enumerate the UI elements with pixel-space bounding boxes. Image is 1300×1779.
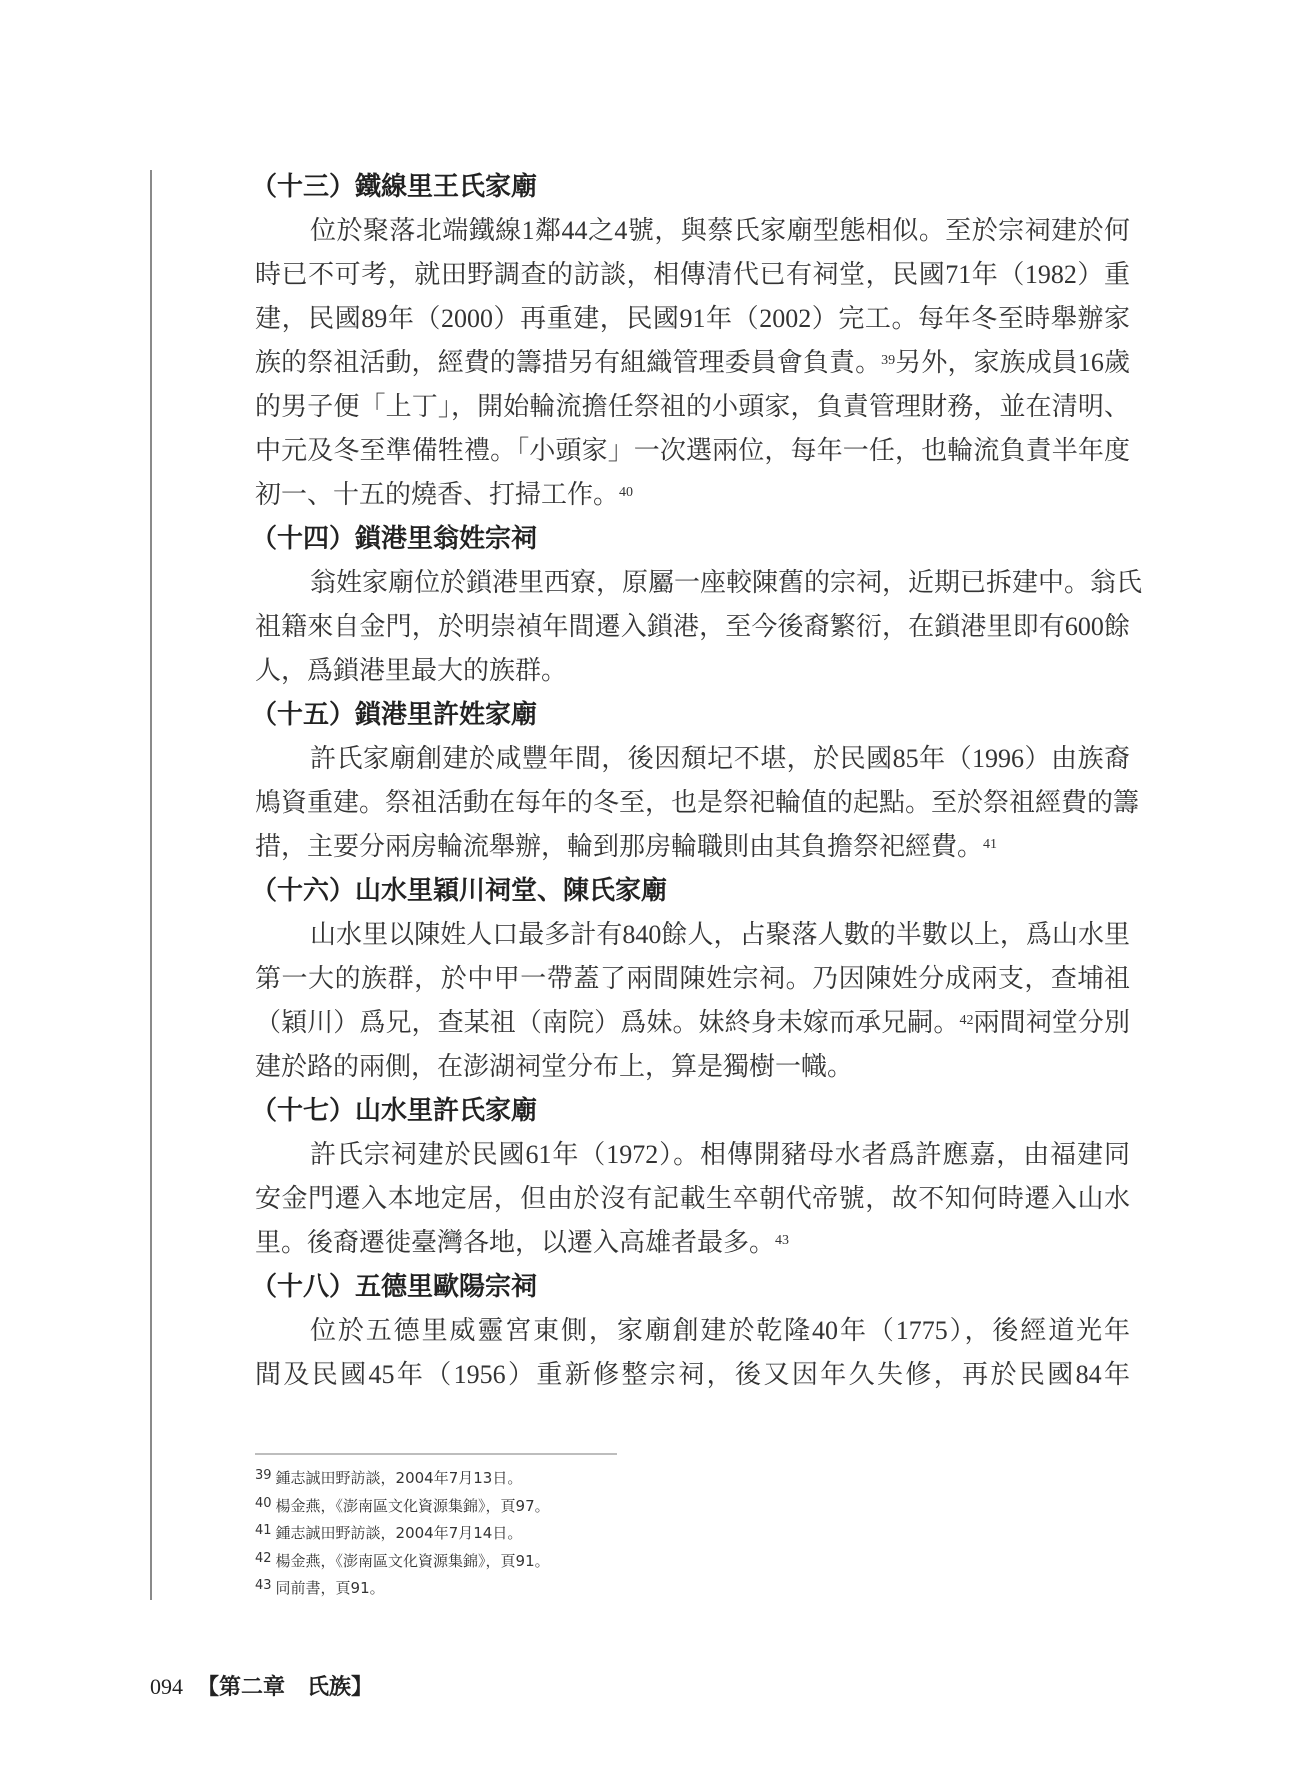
- text-line: [255, 649, 1130, 693]
- text-line: [255, 297, 1130, 341]
- margin-rule: [150, 170, 152, 1600]
- text-line: [255, 1177, 1130, 1221]
- footnote-ref: 41: [983, 837, 998, 852]
- text-run: 祖籍來自金門，於明崇禎年間遷入鎖港，至今後裔繁衍，在鎖港里即有600餘: [255, 612, 1130, 641]
- section-heading: （十五）鎖港里許姓家廟: [251, 700, 538, 729]
- text-run: 措，主要分兩房輪流舉辦，輪到那房輪職則由其負擔祭祀經費。: [255, 832, 984, 861]
- text-run: 兩間祠堂分別: [973, 1008, 1130, 1037]
- text-run: 初一、十五的燒香、打掃工作。: [255, 480, 620, 509]
- text-line: [255, 1045, 1130, 1089]
- text-line: [255, 561, 1143, 605]
- page-number: 094: [150, 1674, 183, 1699]
- page-footer: [150, 1670, 373, 1701]
- text-line: [255, 209, 1130, 253]
- section: [251, 517, 1143, 693]
- text-run: 翁姓家廟位於鎖港里西寮，原屬一座較陳舊的宗祠，近期已拆建中。翁氏: [310, 568, 1143, 597]
- text-line: [255, 1309, 1130, 1353]
- text-line: [255, 341, 1130, 385]
- text-run: 人，爲鎖港里最大的族群。: [255, 656, 568, 685]
- footnote-number: 41: [255, 1523, 272, 1538]
- footnote: [255, 1575, 550, 1603]
- footnote-number: 39: [255, 1468, 272, 1483]
- section-heading: （十八）五德里歐陽宗祠: [251, 1272, 538, 1301]
- text-run: 族的祭祖活動，經費的籌措另有組織管理委員會負責。: [255, 348, 882, 377]
- text-run: 許氏家廟創建於咸豐年間，後因頹圮不堪，於民國85年（1996）由族裔: [310, 744, 1130, 773]
- footnote-ref: 40: [619, 485, 634, 500]
- text-line: [255, 913, 1130, 957]
- footnote-divider: [255, 1453, 617, 1455]
- text-run: 許氏宗祠建於民國61年（1972）。相傳開豬母水者爲許應嘉，由福建同: [310, 1140, 1130, 1169]
- text-run: 間及民國45年（1956）重新修整宗祠，後又因年久失修，再於民國84年: [255, 1360, 1130, 1389]
- text-line: [255, 1353, 1130, 1397]
- section-heading: （十四）鎖港里翁姓宗祠: [251, 524, 538, 553]
- text-run: 建，民國89年（2000）再重建，民國91年（2002）完工。每年冬至時舉辦家: [255, 304, 1130, 333]
- text-line: [255, 957, 1130, 1001]
- text-run: 里。後裔遷徙臺灣各地，以遷入高雄者最多。: [255, 1228, 776, 1257]
- text-run: 另外，家族成員16歲: [895, 348, 1130, 377]
- footnote-text: 鍾志誠田野訪談，2004年7月14日。: [275, 1524, 523, 1542]
- text-run: 位於五德里威靈宮東側，家廟創建於乾隆40年（1775），後經道光年: [310, 1316, 1130, 1345]
- text-line: [255, 605, 1130, 649]
- footnote-text: 鍾志誠田野訪談，2004年7月13日。: [275, 1469, 523, 1487]
- text-run: 建於路的兩側，在澎湖祠堂分布上，算是獨樹一幟。: [255, 1052, 854, 1081]
- footnotes: [255, 1465, 550, 1603]
- section: [251, 165, 1130, 517]
- footnote-ref: 43: [775, 1233, 790, 1248]
- footnote-text: 同前書，頁91。: [275, 1579, 385, 1597]
- footnote: [255, 1520, 550, 1548]
- text-line: [255, 385, 1130, 429]
- section: [251, 869, 1130, 1089]
- footnote: [255, 1548, 550, 1576]
- footnote-number: 42: [255, 1550, 272, 1566]
- footnote: [255, 1465, 550, 1493]
- text-line: [255, 737, 1130, 781]
- chapter-title: 【第二章 氏族】: [197, 1674, 374, 1699]
- text-run: （穎川）爲兄，查某祖（南院）爲妹。妹終身未嫁而承兄嗣。: [255, 1008, 960, 1037]
- text-run: 的男子便「上丁」，開始輪流擔任祭祖的小頭家，負責管理財務，並在清明、: [255, 392, 1130, 421]
- section-heading: （十三）鐵線里王氏家廟: [251, 172, 538, 201]
- text-line: [255, 473, 1130, 517]
- footnote: [255, 1493, 550, 1521]
- text-line: [255, 1133, 1130, 1177]
- text-line: [255, 253, 1130, 297]
- footnote-text: 楊金燕，《澎南區文化資源集錦》，頁91。: [275, 1551, 550, 1570]
- footnote-number: 43: [255, 1578, 272, 1593]
- text-run: 鳩資重建。祭祖活動在每年的冬至，也是祭祀輪值的起點。至於祭祖經費的籌: [255, 788, 1140, 817]
- section: [251, 693, 1140, 869]
- text-run: 第一大的族群，於中甲一帶蓋了兩間陳姓宗祠。乃因陳姓分成兩支，查埔祖: [255, 964, 1130, 993]
- section: [251, 1089, 1130, 1265]
- body-text: [251, 165, 1143, 1397]
- text-line: [255, 825, 1130, 869]
- text-line: [255, 1221, 1130, 1265]
- footnote-text: 楊金燕，《澎南區文化資源集錦》，頁97。: [275, 1496, 550, 1515]
- footnote-ref: 39: [881, 353, 896, 368]
- text-line: [255, 1001, 1130, 1045]
- section-heading: （十七）山水里許氏家廟: [251, 1096, 538, 1125]
- section-heading: （十六）山水里穎川祠堂、陳氏家廟: [251, 876, 668, 905]
- text-line: [255, 429, 1130, 473]
- text-run: 安金門遷入本地定居，但由於沒有記載生卒朝代帝號，故不知何時遷入山水: [255, 1184, 1130, 1213]
- footnote-ref: 42: [959, 1013, 974, 1028]
- section: [251, 1265, 1130, 1397]
- text-line: [255, 781, 1140, 825]
- text-run: 中元及冬至準備牲禮。「小頭家」一次選兩位，每年一任，也輪流負責半年度: [255, 436, 1130, 465]
- text-run: 山水里以陳姓人口最多計有840餘人，占聚落人數的半數以上，爲山水里: [310, 920, 1130, 949]
- text-run: 位於聚落北端鐵線1鄰44之4號，與蔡氏家廟型態相似。至於宗祠建於何: [310, 216, 1130, 245]
- footnote-number: 40: [255, 1495, 272, 1511]
- text-run: 時已不可考，就田野調查的訪談，相傳清代已有祠堂，民國71年（1982）重: [255, 260, 1130, 289]
